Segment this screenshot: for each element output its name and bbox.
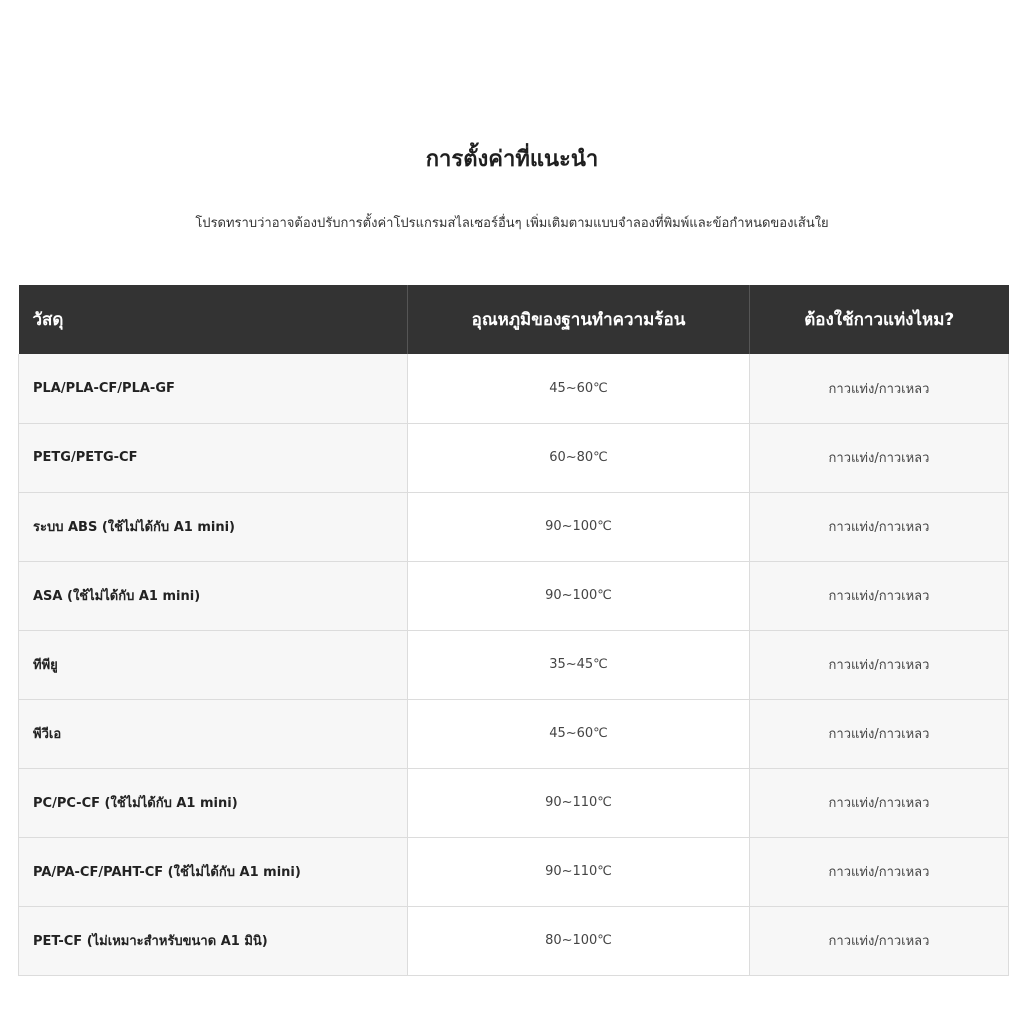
header-glue: ต้องใช้กาวแท่งไหม?: [750, 285, 1009, 354]
page-title: การตั้งค่าที่แนะนำ: [425, 147, 599, 172]
table-row: [19, 699, 1009, 768]
header-material: วัสดุ: [19, 285, 408, 354]
cell-glue: กาวแท่ง/กาวเหลว: [750, 906, 1009, 975]
cell-glue: กาวแท่ง/กาวเหลว: [750, 699, 1009, 768]
cell-temperature: 90~100℃: [408, 561, 750, 630]
table-row: [19, 354, 1009, 423]
cell-glue: กาวแท่ง/กาวเหลว: [750, 561, 1009, 630]
cell-material: PC/PC-CF (ใช้ไม่ได้กับ A1 mini): [19, 768, 408, 837]
cell-temperature: 45~60℃: [408, 699, 750, 768]
cell-material: ทีพียู: [19, 630, 408, 699]
table-row: [19, 561, 1009, 630]
cell-glue: กาวแท่ง/กาวเหลว: [750, 423, 1009, 492]
table-row: [19, 768, 1009, 837]
cell-glue: กาวแท่ง/กาวเหลว: [750, 768, 1009, 837]
cell-temperature: 90~110℃: [408, 768, 750, 837]
cell-material: PET-CF (ไม่เหมาะสำหรับขนาด A1 มินิ): [19, 906, 408, 975]
cell-temperature: 90~100℃: [408, 492, 750, 561]
cell-material: PETG/PETG-CF: [19, 423, 408, 492]
table-row: [19, 906, 1009, 975]
cell-glue: กาวแท่ง/กาวเหลว: [750, 354, 1009, 423]
cell-material: PLA/PLA-CF/PLA-GF: [19, 354, 408, 423]
cell-material: ASA (ใช้ไม่ได้กับ A1 mini): [19, 561, 408, 630]
cell-glue: กาวแท่ง/กาวเหลว: [750, 492, 1009, 561]
cell-temperature: 35~45℃: [408, 630, 750, 699]
table-row: [19, 837, 1009, 906]
table-header-row: [19, 285, 1009, 354]
table-row: [19, 492, 1009, 561]
table-row: [19, 423, 1009, 492]
cell-material: ระบบ ABS (ใช้ไม่ได้กับ A1 mini): [19, 492, 408, 561]
cell-glue: กาวแท่ง/กาวเหลว: [750, 837, 1009, 906]
cell-temperature: 90~110℃: [408, 837, 750, 906]
cell-material: PA/PA-CF/PAHT-CF (ใช้ไม่ได้กับ A1 mini): [19, 837, 408, 906]
cell-temperature: 60~80℃: [408, 423, 750, 492]
cell-temperature: 45~60℃: [408, 354, 750, 423]
cell-temperature: 80~100℃: [408, 906, 750, 975]
page-subtitle: โปรดทราบว่าอาจต้องปรับการตั้งค่าโปรแกรมสไลเซอร์อื่นๆ เพิ่มเติมตามแบบจำลองที่พิมพ์และข้อกำหนดของเส้นใย: [195, 216, 829, 231]
cell-glue: กาวแท่ง/กาวเหลว: [750, 630, 1009, 699]
table-row: [19, 630, 1009, 699]
cell-material: พีวีเอ: [19, 699, 408, 768]
settings-table: [18, 285, 1009, 976]
header-temperature: อุณหภูมิของฐานทำความร้อน: [408, 285, 750, 354]
